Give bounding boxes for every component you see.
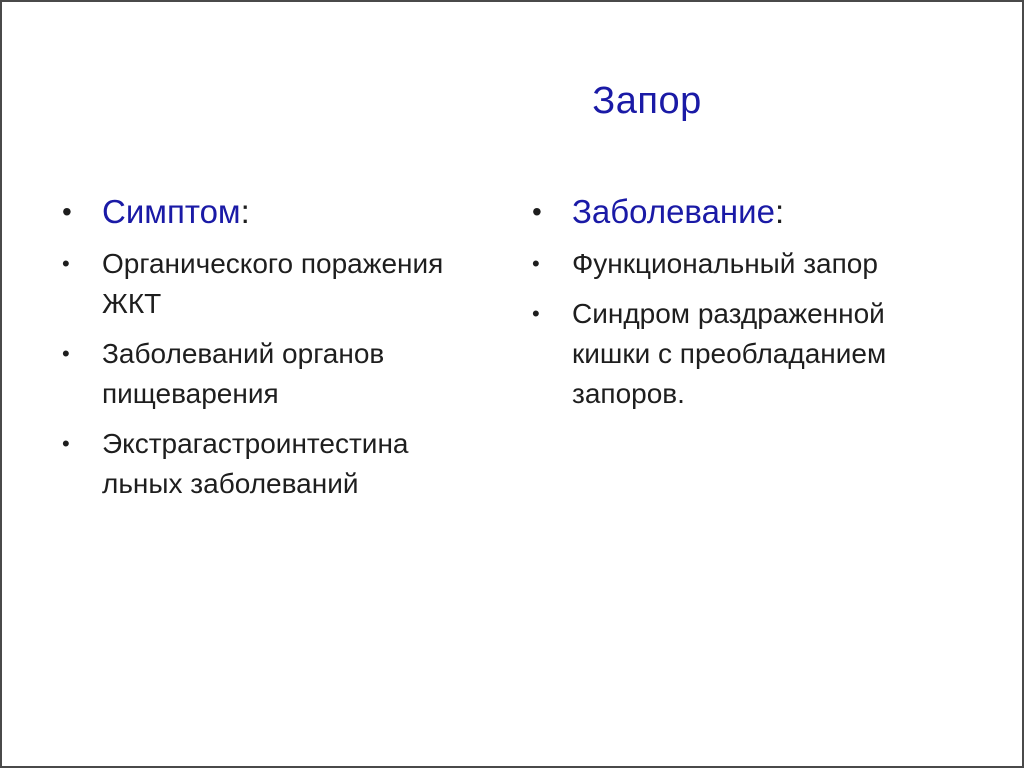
left-column bbox=[62, 190, 482, 514]
bullet-icon: • bbox=[62, 341, 70, 366]
bullet-icon: • bbox=[532, 251, 540, 276]
right-item-text: Функциональный запор bbox=[572, 248, 878, 279]
right-item-text: Синдром раздраженной кишки с преобладанием запоров. bbox=[572, 298, 887, 409]
left-item-text: Экстрагастроинтестина льных заболеваний bbox=[102, 428, 409, 499]
left-item-text: Органического поражения ЖКТ bbox=[102, 248, 444, 319]
right-heading-text: Заболевание bbox=[572, 193, 775, 230]
list-item bbox=[532, 244, 952, 284]
list-item bbox=[532, 294, 952, 414]
right-column bbox=[532, 190, 952, 424]
left-item-text: Заболеваний органов пищеварения bbox=[102, 338, 385, 409]
list-item bbox=[62, 334, 482, 414]
slide-title: Запор bbox=[592, 80, 702, 122]
bullet-icon: • bbox=[62, 196, 72, 227]
bullet-icon: • bbox=[62, 431, 70, 456]
left-heading bbox=[62, 190, 482, 234]
left-heading-colon: : bbox=[240, 193, 250, 230]
right-heading bbox=[532, 190, 952, 234]
list-item bbox=[62, 244, 482, 324]
list-item bbox=[62, 424, 482, 504]
right-heading-colon: : bbox=[774, 193, 785, 230]
left-heading-text: Симптом bbox=[102, 193, 241, 230]
bullet-icon: • bbox=[532, 301, 540, 326]
bullet-icon: • bbox=[62, 251, 70, 276]
bullet-icon: • bbox=[532, 196, 542, 227]
